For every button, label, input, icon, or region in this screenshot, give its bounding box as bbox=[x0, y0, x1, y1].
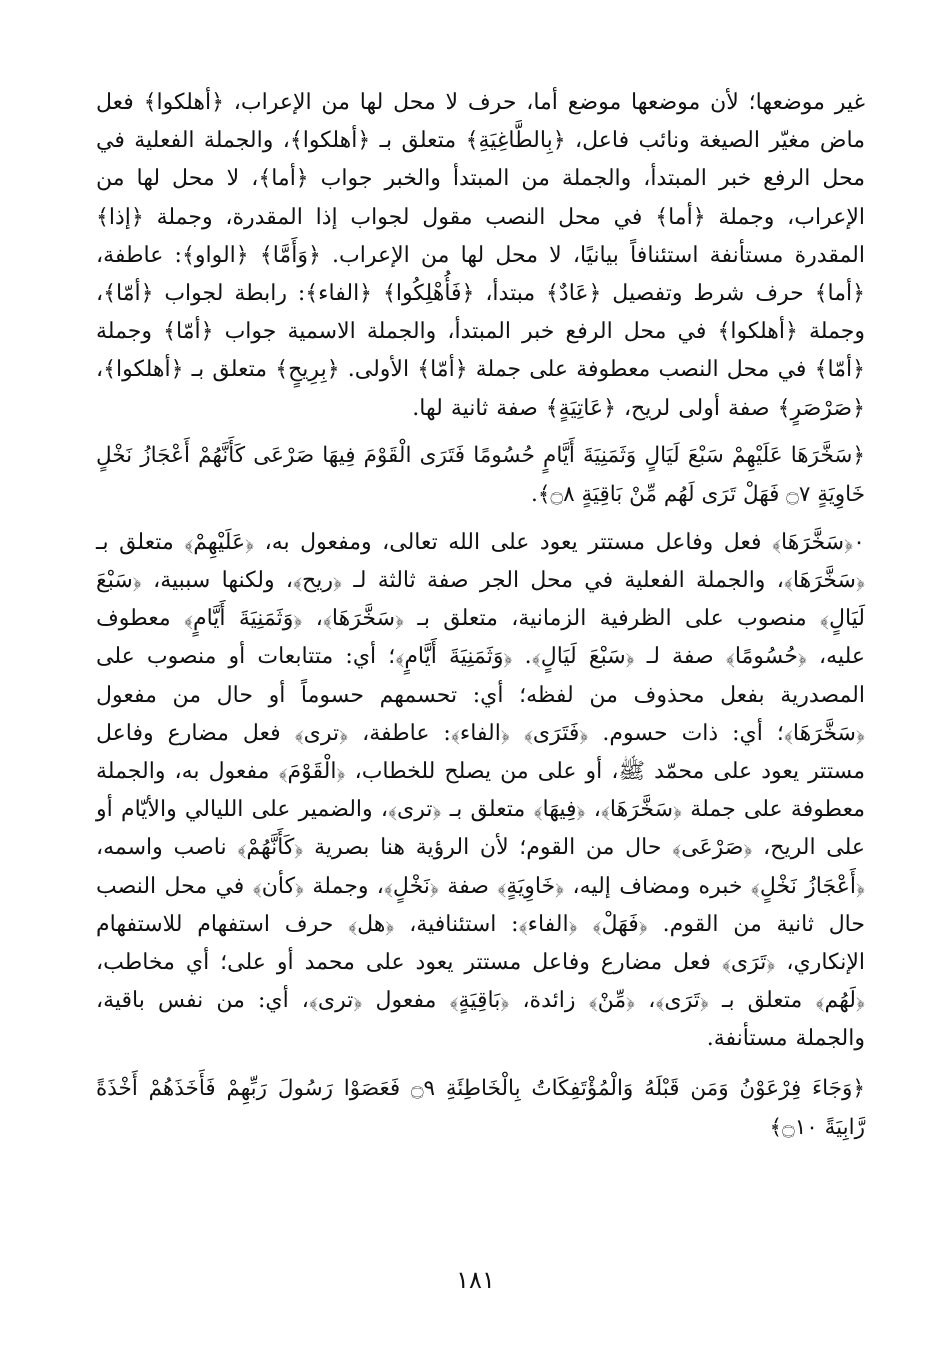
spacer bbox=[96, 428, 865, 436]
commentary-paragraph-2: ٠﴿سَخَّرَهَا﴾ فعل وفاعل مستتر يعود على الله تعالى، ومفعول به، ﴿عَلَيْهِمْ﴾ متعلق بـ ﴿سَخَّرَهَا﴾، والجملة الفعلية في محل الجر صفة ثالثة لـ ﴿ريح﴾، ولكنها سببية، ﴿سَبْعَ لَيَالٍ﴾ منصوب على الظرفية الزمانية، متعلق بـ ﴿سَخَّرَهَا﴾، ﴿وَثَمَنِيَةَ أَيَّامٍ﴾ معطوف عليه، ﴿حُسُومًا﴾ صفة لـ ﴿سَبْعَ لَيَالٍ﴾. ﴿وَثَمَنِيَةَ أَيَّامٍ﴾؛ أي: متتابعات أو منصوب على المصدرية بفعل محذوف من لفظه؛ أي: تحسمهم حسوماً أو حال من مفعول ﴿سَخَّرَهَا﴾؛ أي: ذات حسوم. ﴿فَتَرَى﴾ ﴿الفاء﴾: عاطفة، ﴿ترى﴾ فعل مضارع وفاعل مستتر يعود على محمّد ﷺ، أو على من يصلح للخطاب، ﴿الْقَوْمَ﴾ مفعول به، والجملة معطوفة على جملة ﴿سَخَّرَهَا﴾، ﴿فِيهَا﴾ متعلق بـ ﴿ترى﴾، والضمير على الليالي والأيّام أو على الريح، ﴿صَرْعَى﴾ حال من القوم؛ لأن الرؤية هنا بصرية ﴿كَأَنَّهُمْ﴾ ناصب واسمه، ﴿أَعْجَازُ نَخْلٍ﴾ خبره ومضاف إليه، ﴿خَاوِيَةٍ﴾ صفة ﴿نَخْلٍ﴾، وجملة ﴿كأن﴾ في محل النصب حال ثانية من القوم. ﴿فَهَلْ﴾ ﴿الفاء﴾: استئنافية، ﴿هل﴾ حرف استفهام للاستفهام الإنكاري، ﴿تَرَى﴾ فعل مضارع وفاعل مستتر يعود على محمد أو على؛ أي مخاطب، ﴿لَهُم﴾ متعلق بـ ﴿تَرَى﴾، ﴿مِّنْ﴾ زائدة، ﴿بَاقِيَةٍ﴾ مفعول ﴿ترى﴾، أي: من نفس باقية، والجملة مستأنفة. bbox=[96, 529, 865, 1052]
quran-verse-7-8: ﴿سَخَّرَهَا عَلَيْهِمْ سَبْعَ لَيَالٍ وَثَمَنِيَةَ أَيَّامٍ حُسُومًا فَتَرَى الْقَوْمَ فِيهَا صَرْعَى كَأَنَّهُمْ أَعْجَازُ نَخْلٍ خَاوِيَةٍ ۝٧ فَهَلْ تَرَى لَهُم مِّنْ بَاقِيَةٍ ۝٨﴾. bbox=[96, 442, 865, 507]
spacer bbox=[96, 1059, 865, 1069]
page-content bbox=[96, 84, 865, 1325]
commentary-paragraph-1: غير موضعها؛ لأن موضعها موضع أما، حرف لا محل لها من الإعراب، ﴿أهلكوا﴾ فعل ماض مغيّر الصيغة ونائب فاعل، ﴿بِالطَّاغِيَةِ﴾ متعلق بـ ﴿أهلكوا﴾، والجملة الفعلية في محل الرفع خبر المبتدأ، والجملة من المبتدأ والخبر جواب ﴿أما﴾، لا محل لها من الإعراب، وجملة ﴿أما﴾ في محل النصب مقول لجواب إذا المقدرة، وجملة ﴿إذا﴾ المقدرة مستأنفة استئنافاً بيانيًا، لا محل لها من الإعراب. ﴿وَأَمَّا﴾ ﴿الواو﴾: عاطفة، ﴿أما﴾ حرف شرط وتفصيل ﴿عَادٌ﴾ مبتدأ، ﴿فَأُهْلِكُوا﴾ ﴿الفاء﴾: رابطة لجواب ﴿أمّا﴾، وجملة ﴿أهلكوا﴾ في محل الرفع خبر المبتدأ، والجملة الاسمية جواب ﴿أمّا﴾ وجملة ﴿أمّا﴾ في محل النصب معطوفة على جملة ﴿أمّا﴾ الأولى. ﴿بِرِيحٍ﴾ متعلق بـ ﴿أهلكوا﴾، ﴿صَرْصَرٍ﴾ صفة أولى لريح، ﴿عَاتِيَةٍ﴾ صفة ثانية لها. bbox=[96, 90, 865, 421]
spacer bbox=[96, 514, 865, 524]
quran-verse-9-10: ﴿وَجَاءَ فِرْعَوْنُ وَمَن قَبْلَهُ وَالْمُؤْتَفِكَاتُ بِالْخَاطِئَةِ ۝٩ فَعَصَوْا رَسُولَ رَبِّهِمْ فَأَخَذَهُمْ أَخْذَةً رَّابِيَةً ۝١٠﴾ bbox=[96, 1075, 865, 1140]
page-number: ١٨١ bbox=[456, 1266, 495, 1294]
